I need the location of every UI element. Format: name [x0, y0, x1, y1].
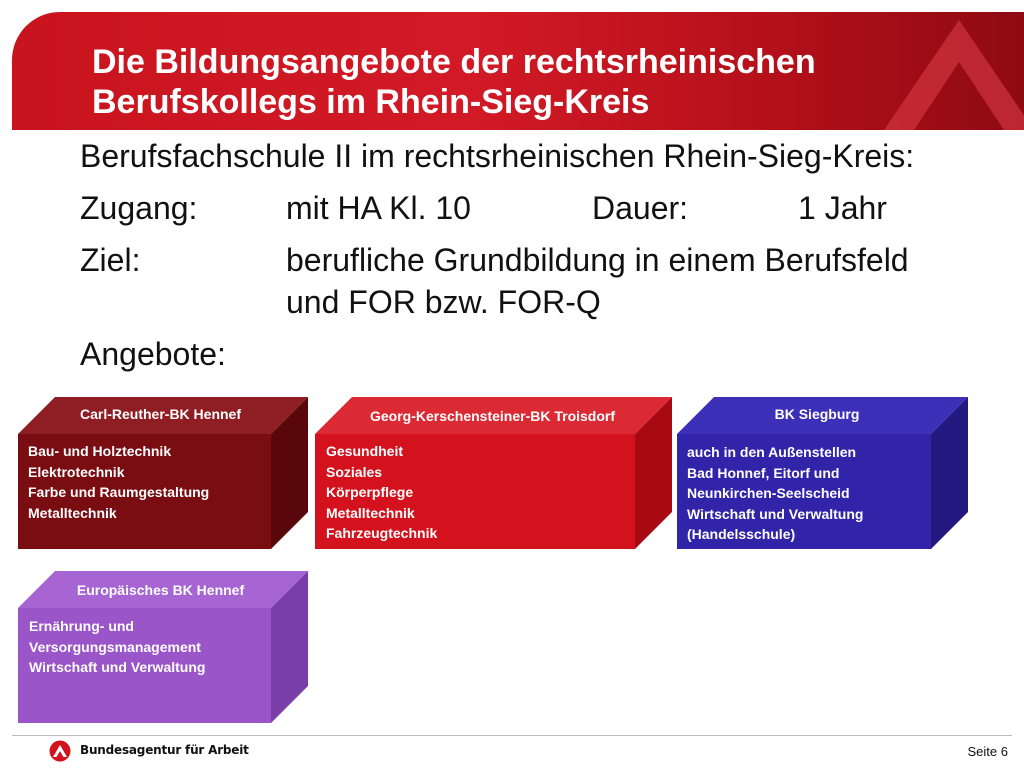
list-item: Wirtschaft und Verwaltung — [29, 659, 206, 675]
footer-divider — [12, 735, 1012, 736]
school-name: BK Siegburg — [774, 406, 860, 422]
ba-logo-icon — [48, 740, 72, 762]
list-item: Wirtschaft und Verwaltung — [687, 505, 864, 522]
list-item: (Handelsschule) — [687, 526, 796, 542]
page-title — [92, 42, 952, 122]
angebote-label: Angebote: — [80, 336, 226, 372]
list-item: Versorgungsmanagement — [29, 638, 201, 655]
list-item: Körperpflege — [326, 484, 414, 500]
zugang-value: mit HA Kl. 10 — [286, 190, 471, 226]
dauer-value: 1 Jahr — [798, 190, 887, 226]
school-box-bk-siegburg — [677, 397, 968, 549]
title-banner — [12, 12, 1024, 130]
school-box-europaeisches-bk — [18, 571, 308, 723]
school-box-carl-reuther — [18, 397, 308, 549]
list-item: Farbe und Raumgestaltung — [28, 484, 210, 500]
list-item: Bad Honnef, Eitorf und — [687, 464, 840, 481]
program-list — [326, 441, 437, 544]
program-list — [687, 442, 863, 545]
dauer-label: Dauer: — [592, 190, 689, 226]
list-item: Neunkirchen-Seelscheid — [687, 485, 850, 501]
program-list — [28, 441, 209, 523]
list-item: Bau- und Holztechnik — [28, 443, 172, 459]
list-item: Soziales — [326, 463, 383, 480]
list-item: Metalltechnik — [326, 504, 415, 521]
page-number: Seite 6 — [967, 744, 1008, 759]
program-list — [29, 616, 205, 678]
school-name: Carl-Reuther-BK Hennef — [79, 406, 241, 422]
subtitle: Berufsfachschule II im rechtsrheinischen Rhein-Sieg-Kreis: — [80, 138, 915, 174]
list-item: Fahrzeugtechnik — [326, 525, 438, 541]
list-item: Metalltechnik — [28, 504, 117, 521]
list-item: Gesundheit — [326, 443, 404, 459]
zugang-label: Zugang: — [80, 190, 198, 226]
footer-organization: Bundesagentur für Arbeit — [80, 743, 249, 757]
school-name: Europäisches BK Hennef — [76, 582, 245, 598]
list-item: Ernährung- und — [29, 618, 134, 634]
title-line-2: Berufskollegs im Rhein-Sieg-Kreis — [92, 83, 650, 121]
school-name: Georg-Kerschensteiner-BK Troisdorf — [369, 408, 616, 424]
ziel-line-2: und FOR bzw. FOR-Q — [286, 284, 601, 320]
ziel-line-1: berufliche Grundbildung in einem Berufsfeld — [286, 242, 909, 278]
title-line-1: Die Bildungsangebote der rechtsrheinischen — [92, 43, 816, 81]
list-item: auch in den Außenstellen — [687, 444, 857, 460]
ziel-label: Ziel: — [80, 242, 141, 278]
list-item: Elektrotechnik — [28, 463, 125, 480]
school-box-georg-kerschensteiner — [315, 397, 672, 549]
